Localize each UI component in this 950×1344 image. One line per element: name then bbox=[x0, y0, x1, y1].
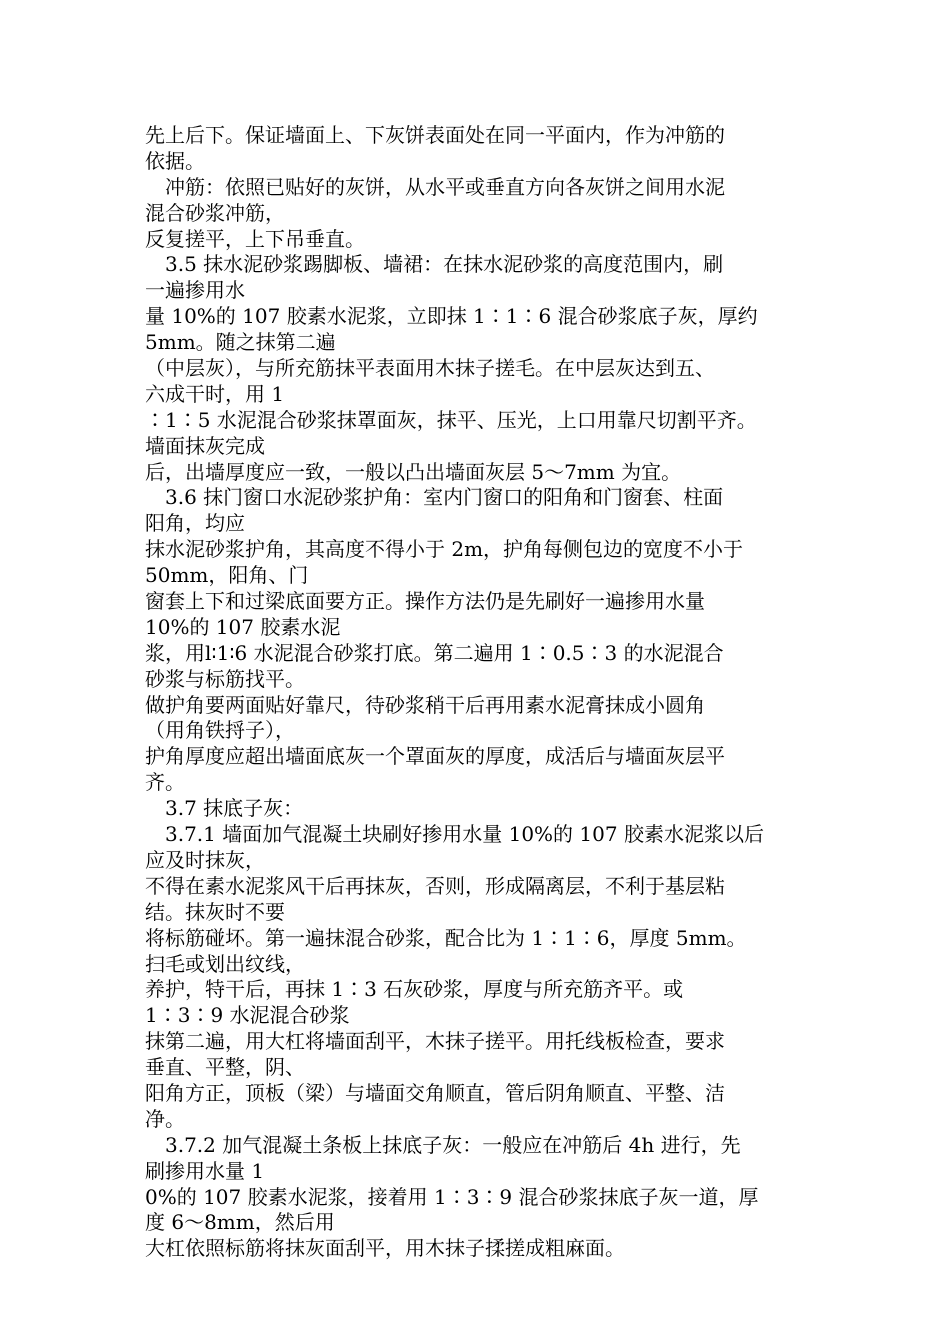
text-line: 扫毛或划出纹线， bbox=[145, 951, 305, 976]
text-line: 砂浆与标筋找平。 bbox=[145, 666, 305, 691]
text-line: ∶1∶5 水泥混合砂浆抹罩面灰，抹平、压光，上口用靠尺切割平齐。 bbox=[145, 407, 757, 432]
text-line: 0%的 107 胶素水泥浆，接着用 1∶3∶9 混合砂浆抹底子灰一道，厚 bbox=[145, 1184, 759, 1209]
text-line: 抹水泥砂浆护角，其高度不得小于 2m，护角每侧包边的宽度不小于 bbox=[145, 537, 744, 562]
text-line: 不得在素水泥浆风干后再抹灰，否则，形成隔离层，不利于基层粘 bbox=[145, 873, 725, 898]
text-line: 量 10%的 107 胶素水泥浆，立即抹 1∶1∶6 混合砂浆底子灰，厚约 bbox=[145, 304, 758, 329]
text-line: 刷掺用水量 1 bbox=[145, 1158, 265, 1183]
text-line: 3.7 抹底子灰： bbox=[145, 796, 304, 821]
text-line: 3.7.1 墙面加气混凝土块刷好掺用水量 10%的 107 胶素水泥浆以后 bbox=[145, 822, 764, 847]
text-line: 5mm。随之抹第二遍 bbox=[145, 330, 336, 355]
text-line: 后，出墙厚度应一致，一般以凸出墙面灰层 5～7mm 为宜。 bbox=[145, 459, 682, 484]
text-line: 窗套上下和过梁底面要方正。操作方法仍是先刷好一遍掺用水量 bbox=[145, 589, 705, 614]
document-body bbox=[145, 123, 825, 1288]
text-line: 反复搓平，上下吊垂直。 bbox=[145, 226, 365, 251]
text-line: 齐。 bbox=[145, 770, 185, 795]
text-line: 3.6 抹门窗口水泥砂浆护角：室内门窗口的阳角和门窗套、柱面 bbox=[145, 485, 724, 510]
text-line: 10%的 107 胶素水泥 bbox=[145, 614, 341, 639]
text-line: 应及时抹灰， bbox=[145, 847, 265, 872]
text-line: 阳角方正，顶板（梁）与墙面交角顺直，管后阴角顺直、平整、洁 bbox=[145, 1080, 725, 1105]
text-line: 墙面抹灰完成 bbox=[145, 433, 265, 458]
text-line: 净。 bbox=[145, 1106, 185, 1131]
text-line: 混合砂浆冲筋， bbox=[145, 200, 285, 225]
text-line: 度 6～8mm，然后用 bbox=[145, 1210, 335, 1235]
text-line: 阳角，均应 bbox=[145, 511, 245, 536]
text-line: 抹第二遍，用大杠将墙面刮平，木抹子搓平。用托线板检查，要求 bbox=[145, 1029, 725, 1054]
text-line: 50mm，阳角、门 bbox=[145, 563, 309, 588]
text-line: 3.7.2 加气混凝土条板上抹底子灰：一般应在冲筋后 4h 进行，先 bbox=[145, 1132, 741, 1157]
text-line: 结。抹灰时不要 bbox=[145, 899, 285, 924]
text-line: 将标筋碰坏。第一遍抹混合砂浆，配合比为 1∶1∶6，厚度 5mm。 bbox=[145, 925, 747, 950]
text-line: （中层灰），与所充筋抹平表面用木抹子搓毛。在中层灰达到五、 bbox=[145, 356, 715, 381]
text-line: 垂直、平整，阴、 bbox=[145, 1055, 305, 1080]
text-line: （用角铁捋子）， bbox=[145, 718, 295, 743]
text-line: 冲筋：依照已贴好的灰饼，从水平或垂直方向各灰饼之间用水泥 bbox=[145, 174, 725, 199]
text-line: 一遍掺用水 bbox=[145, 278, 245, 303]
text-line: 3.5 抹水泥砂浆踢脚板、墙裙：在抹水泥砂浆的高度范围内，刷 bbox=[145, 252, 724, 277]
text-line: 做护角要两面贴好靠尺，待砂浆稍干后再用素水泥膏抹成小圆角 bbox=[145, 692, 705, 717]
text-line: 浆，用l∶1∶6 水泥混合砂浆打底。第二遍用 1∶0.5∶3 的水泥混合 bbox=[145, 640, 724, 665]
text-line: 依据。 bbox=[145, 148, 205, 173]
text-line: 养护，特干后，再抹 1∶3 石灰砂浆，厚度与所充筋齐平。或 bbox=[145, 977, 684, 1002]
text-line: 护角厚度应超出墙面底灰一个罩面灰的厚度，成活后与墙面灰层平 bbox=[145, 744, 725, 769]
text-line: 1∶3∶9 水泥混合砂浆 bbox=[145, 1003, 350, 1028]
text-line bbox=[145, 1262, 825, 1288]
text-line: 大杠依照标筋将抹灰面刮平，用木抹子揉搓成粗麻面。 bbox=[145, 1236, 625, 1261]
text-line: 先上后下。保证墙面上、下灰饼表面处在同一平面内，作为冲筋的 bbox=[145, 123, 725, 147]
text-line: 六成干时，用 1 bbox=[145, 381, 285, 406]
